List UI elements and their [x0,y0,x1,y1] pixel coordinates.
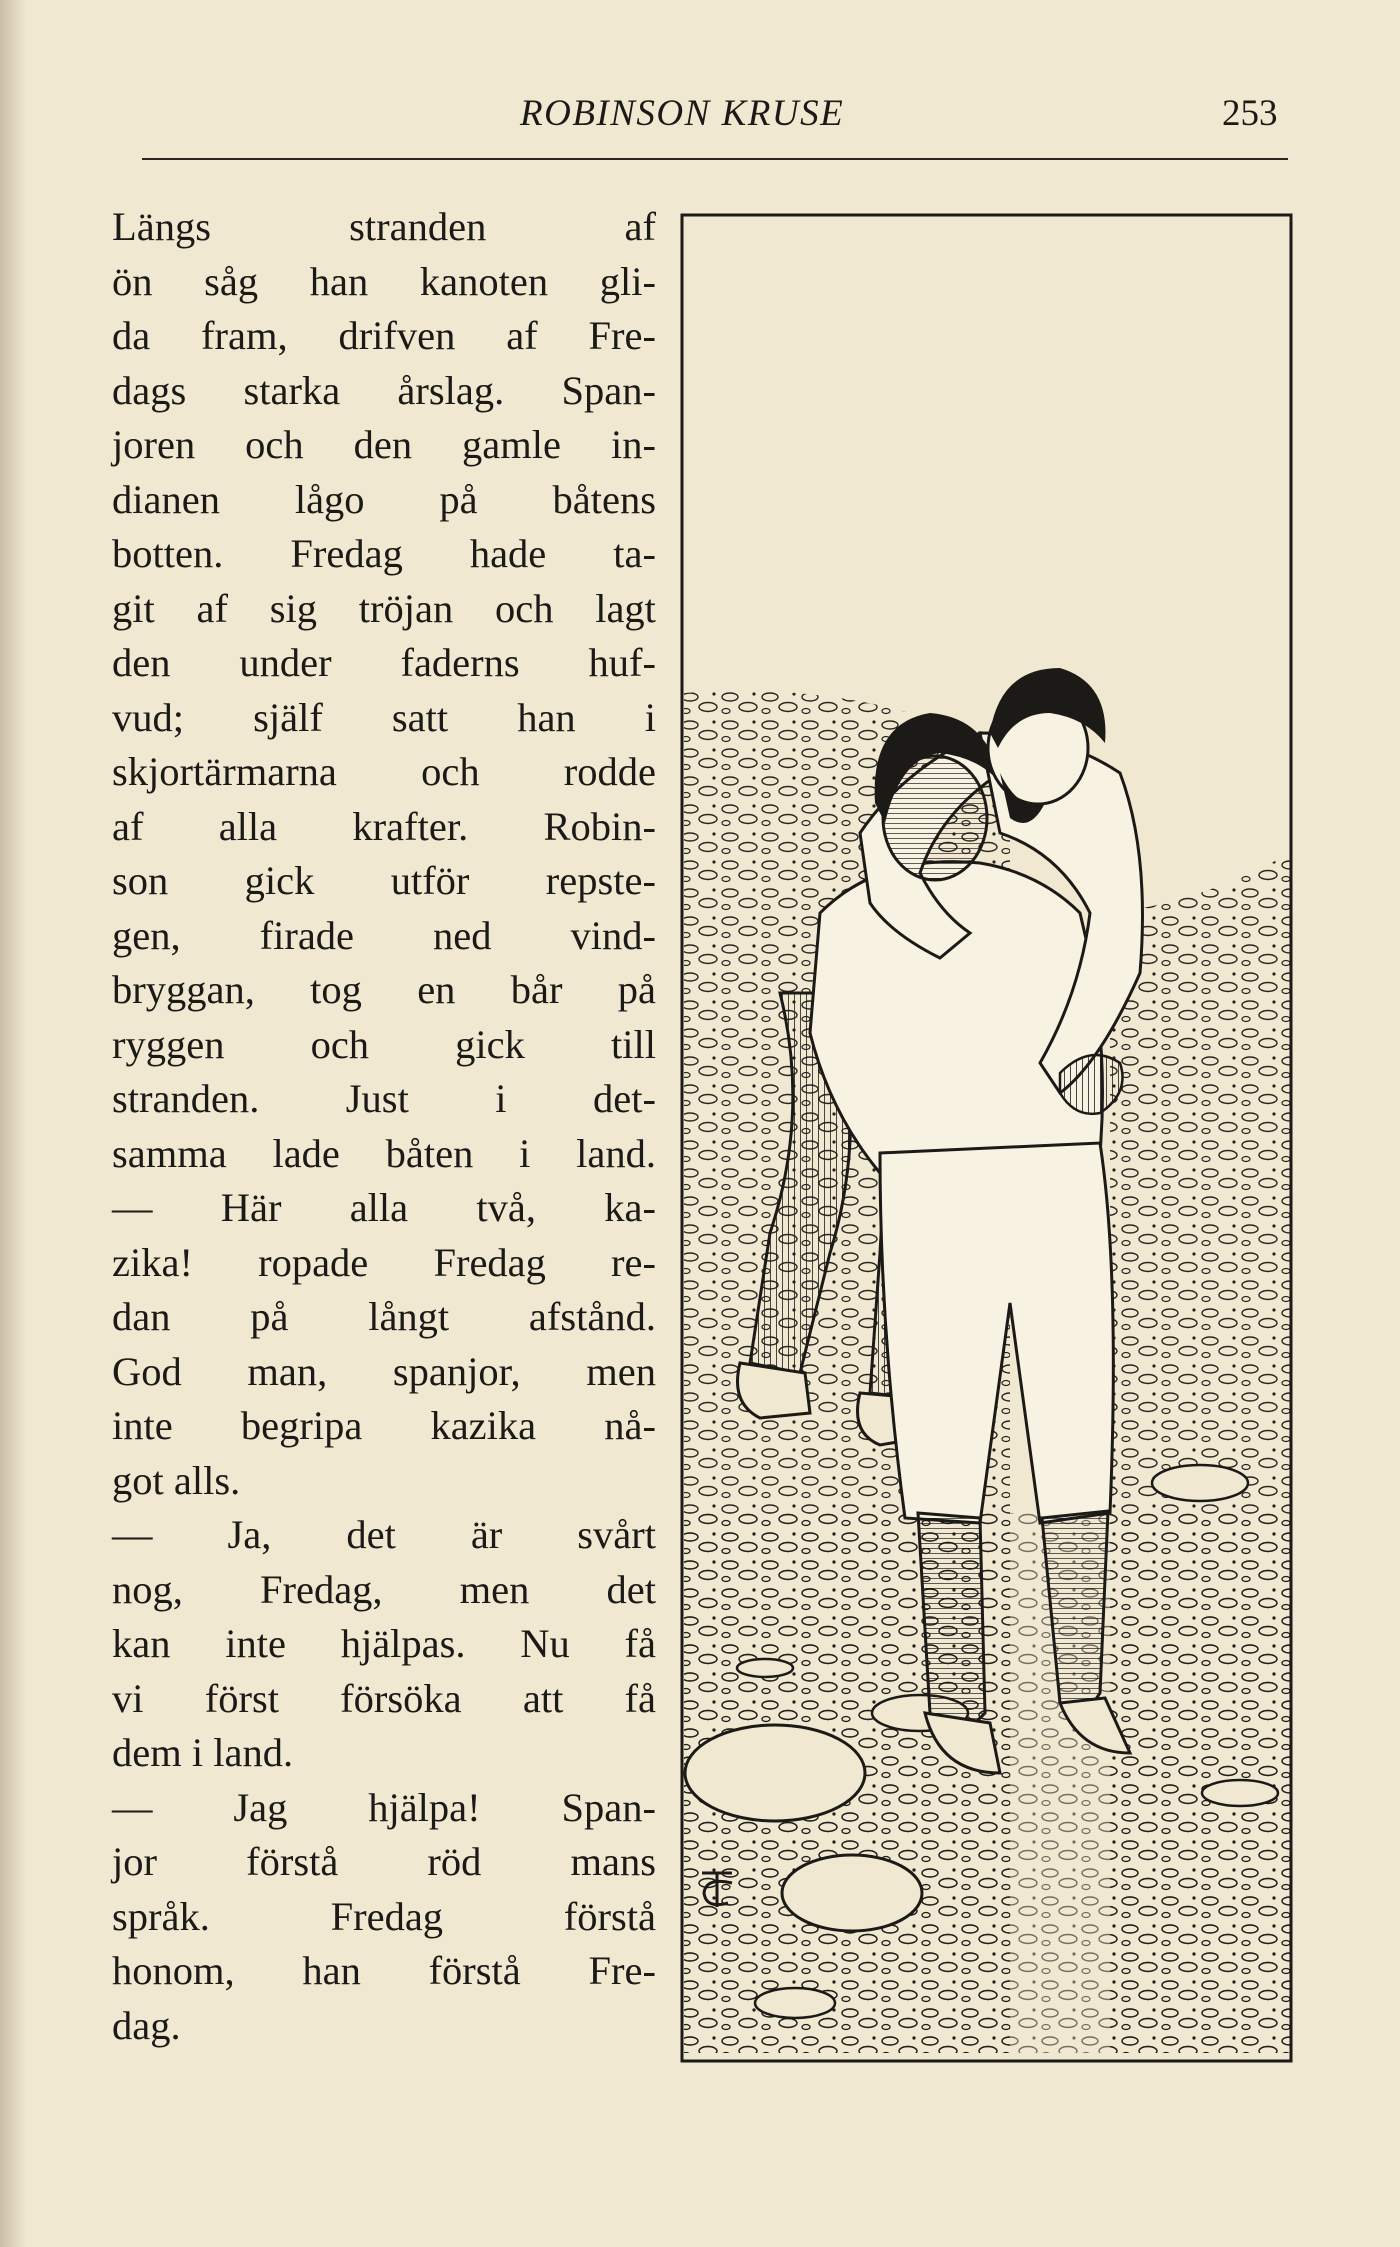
word: kan [112,1621,171,1666]
word: tröjan [358,585,454,631]
word: sig [269,585,317,631]
word: försöka [340,1675,462,1721]
word: under [239,640,332,685]
text-line [112,582,656,637]
word: och [310,1021,370,1067]
word: bår [510,967,563,1012]
word: men [586,1348,656,1394]
page-edge-shadow [0,0,26,2247]
word: två, [476,1185,536,1230]
word: inte [225,1621,286,1666]
word: joren [112,422,196,467]
text-line [112,1236,656,1291]
word: kanoten [419,258,549,304]
word: Span- [561,1784,656,1830]
word: den [353,422,413,467]
word: först [204,1675,279,1721]
word: det- [593,1076,656,1121]
word: repste- [545,858,656,903]
word: stranden [349,204,487,249]
word: hjälpa! [368,1784,481,1830]
word: till [610,1021,656,1067]
word: — [112,1185,153,1230]
word: på [439,476,478,522]
word: Fre- [588,313,656,358]
word: men [459,1566,530,1612]
illustration [680,213,1293,2063]
text-line [112,1672,656,1727]
header-rule [142,158,1288,160]
word: svårt [577,1512,656,1557]
text-line [112,418,656,473]
word: firade [259,912,355,958]
text-line [112,1181,656,1236]
word: drifven [338,313,456,358]
page-number: 253 [1222,93,1278,134]
text-line [112,1127,656,1182]
word: begripa [240,1403,363,1448]
word: git [112,585,155,631]
word: Fredag [433,1239,546,1285]
word: ned [433,912,492,958]
word: gick [244,858,315,903]
word: den [112,640,171,685]
text-line: dem i land. [112,1730,294,1775]
word: dags [112,367,187,413]
word: gli- [599,258,656,304]
word: dianen [112,476,220,522]
word: Span- [561,367,656,413]
word: det [606,1566,656,1612]
text-line [112,800,656,855]
word: dan [112,1294,171,1339]
text-line [112,1399,656,1454]
word: röd [427,1839,482,1884]
word: språk. [112,1893,210,1939]
word: han [309,258,369,304]
word: utför [390,858,470,903]
word: Just [345,1076,409,1121]
word: få [624,1675,656,1721]
word: ryggen [112,1021,225,1067]
text-line: got alls. [112,1457,241,1503]
text-line [112,636,656,691]
word: förstå [563,1893,656,1939]
word: ta- [613,531,656,576]
word: vi [112,1675,144,1721]
text-line [112,691,656,746]
word: huf- [588,640,656,685]
word: son [112,858,169,903]
stone [1152,1465,1248,1501]
word: förstå [428,1948,521,1993]
text-line [112,1290,656,1345]
word: kazika [430,1403,537,1448]
word: båten [385,1130,474,1176]
word: på [617,967,656,1012]
word: nog, [112,1566,183,1612]
word: Ja, [227,1512,272,1557]
text-line [112,1563,656,1618]
word: faderns [400,640,520,685]
word: hade [469,531,547,576]
word: God [112,1348,182,1394]
word: Robin- [543,803,656,849]
word: starka [243,367,341,413]
word: re- [611,1239,656,1285]
text-line [112,1944,656,1999]
word: krafter. [352,803,469,849]
stone [1202,1780,1278,1806]
body-text-column [112,200,656,2053]
word: i [519,1130,531,1176]
word: af [196,585,228,631]
text-line: dag. [112,2002,181,2048]
word: bryggan, [112,967,255,1012]
word: det [346,1512,396,1557]
word: honom, [112,1948,235,1993]
word: af [506,313,538,358]
word: få [624,1621,656,1666]
text-line [112,1781,656,1836]
word: tog [310,967,362,1012]
word: han [517,694,576,740]
text-line [112,1072,656,1127]
word: — [112,1512,153,1557]
word: hjälpas. [340,1621,466,1666]
word: Fredag [330,1893,444,1939]
text-line [112,473,656,528]
word: mans [570,1839,656,1884]
word: förstå [246,1839,339,1884]
word: alla [349,1185,409,1230]
stone [737,1659,793,1677]
word: han [302,1948,361,1993]
word: lade [272,1130,340,1176]
text-line [112,745,656,800]
word: jor [112,1839,157,1884]
word: alla [218,803,278,849]
word: i [495,1076,507,1121]
word: Fre- [588,1948,656,1993]
word: — [112,1784,153,1830]
word: Här [220,1185,282,1230]
word: såg [204,258,259,304]
word: och [494,585,554,631]
word: da [112,313,151,358]
word: gen, [112,912,181,958]
running-head: ROBINSON KRUSE [520,93,845,134]
text-line [112,1890,656,1945]
word: ka- [604,1185,656,1230]
word: fram, [201,313,288,358]
text-line [112,909,656,964]
word: lågo [294,476,365,522]
word: båtens [552,476,656,522]
word: rodde [563,749,656,794]
carried-man-shoe [738,1363,811,1418]
text-line [112,364,656,419]
word: skjortärmarna [112,749,337,794]
word: en [417,967,456,1012]
word: själf [253,694,323,740]
word: afstånd. [528,1294,656,1339]
word: och [421,749,480,794]
word: satt [391,694,449,740]
text-line [112,1835,656,1890]
word: Nu [520,1621,570,1666]
word: i [644,694,656,740]
word: nå- [604,1403,656,1448]
word: in- [610,422,656,467]
word: inte [112,1403,173,1448]
word: att [522,1675,564,1721]
word: zika! [112,1239,193,1285]
word: Längs [112,204,211,249]
word: samma [112,1130,227,1176]
word: Jag [233,1784,288,1830]
text-line [112,1345,656,1400]
text-line [112,963,656,1018]
word: gick [455,1021,525,1067]
word: och [245,422,304,467]
word: vud; [112,694,185,740]
word: Fredag, [259,1566,383,1612]
word: Fredag [290,531,403,576]
word: vind- [570,912,656,958]
text-line [112,1018,656,1073]
stone [755,1988,835,2018]
text-line [112,1617,656,1672]
word: på [250,1294,289,1339]
word: af [112,803,144,849]
text-line [112,854,656,909]
text-line [112,527,656,582]
text-line [112,200,656,255]
word: af [624,204,656,249]
word: långt [368,1294,450,1339]
fredag-shirt [810,862,1103,1173]
word: är [470,1512,503,1557]
large-stone [685,1725,865,1821]
text-line [112,255,656,310]
text-line [112,309,656,364]
word: lagt [595,585,656,631]
text-line [112,1508,656,1563]
word: ön [112,258,153,304]
word: årslag. [397,367,505,413]
word: land. [576,1130,656,1176]
word: botten. [112,531,224,576]
word: stranden. [112,1076,260,1121]
large-stone [782,1855,922,1931]
word: ropade [258,1239,369,1285]
word: man, [247,1348,328,1394]
word: spanjor, [392,1348,521,1394]
word: gamle [462,422,562,467]
illustration-frame [680,213,1293,2063]
